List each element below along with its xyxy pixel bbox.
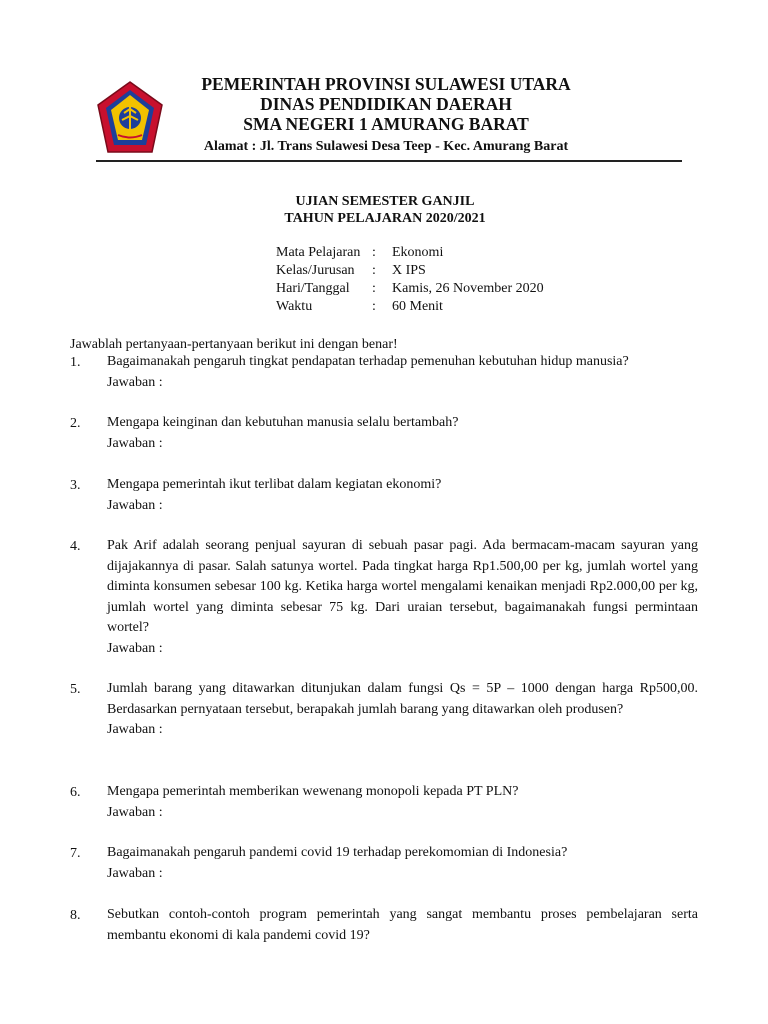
- answer-label: Jawaban :: [107, 722, 163, 737]
- info-separator: :: [372, 281, 376, 296]
- instruction-text: Jawablah pertanyaan-pertanyaan berikut ini dengan benar!: [70, 337, 398, 352]
- info-row-subject: [276, 244, 544, 262]
- question-item: [70, 905, 698, 946]
- provincial-emblem-logo: [96, 80, 164, 154]
- question-number: 7.: [70, 846, 81, 861]
- answer-label: Jawaban :: [107, 497, 163, 513]
- answer-label: Jawaban :: [107, 374, 163, 390]
- question-number: 6.: [70, 785, 81, 800]
- answer-label: Jawaban :: [107, 865, 163, 881]
- question-number: 2.: [70, 416, 81, 431]
- question-text: Bagaimanakah pengaruh pandemi covid 19 terhadap perekomomian di Indonesia?: [107, 845, 568, 860]
- academic-year: TAHUN PELAJARAN 2020/2021: [284, 211, 486, 226]
- info-value: X IPS: [392, 263, 426, 278]
- info-label: Mata Pelajaran: [276, 245, 361, 260]
- question-text: Bagaimanakah pengaruh tingkat pendapatan terhadap pemenuhan kebutuhan hidup manusia?: [107, 354, 629, 369]
- question-number: 3.: [70, 478, 81, 493]
- question-item: [70, 413, 698, 454]
- exam-name: UJIAN SEMESTER GANJIL: [295, 194, 475, 209]
- question-number: 4.: [70, 539, 81, 554]
- exam-title: [200, 193, 570, 227]
- info-row-time: [276, 298, 544, 316]
- question-item: [70, 536, 698, 659]
- info-value: Kamis, 26 November 2020: [392, 281, 544, 296]
- info-row-class: [276, 262, 544, 280]
- info-label: Kelas/Jurusan: [276, 263, 355, 278]
- info-label: Waktu: [276, 299, 313, 314]
- question-item: [70, 782, 698, 823]
- question-text: Jumlah barang yang ditawarkan ditunjukan dalam fungsi Qs = 5P – 1000 dengan harga Rp500,00. Berdasarkan pernyataan tersebut, berapakah jumlah barang yang ditawarkan oleh produsen?: [107, 681, 698, 717]
- answer-label: Jawaban :: [107, 804, 163, 820]
- agency-title: DINAS PENDIDIKAN DAERAH: [260, 94, 512, 114]
- question-text: Mengapa pemerintah memberikan wewenang monopoli kepada PT PLN?: [107, 784, 519, 799]
- info-separator: :: [372, 263, 376, 278]
- info-label: Hari/Tanggal: [276, 281, 350, 296]
- school-address: Alamat : Jl. Trans Sulawesi Desa Teep - Kec. Amurang Barat: [203, 139, 569, 154]
- answer-label: Jawaban :: [107, 640, 163, 656]
- question-number: 8.: [70, 908, 81, 923]
- question-text: Sebutkan contoh-contoh program pemerintah yang sangat membantu proses pembelajaran serta membantu ekonomi di kala pandemi covid 19?: [107, 907, 698, 943]
- school-name: SMA NEGERI 1 AMURANG BARAT: [243, 114, 529, 134]
- info-separator: :: [372, 245, 376, 260]
- question-item: [70, 679, 698, 740]
- question-number: 1.: [70, 355, 81, 370]
- question-number: 5.: [70, 682, 81, 697]
- letterhead-divider: [96, 160, 682, 162]
- answer-label: Jawaban :: [107, 435, 163, 451]
- info-value: Ekonomi: [392, 245, 444, 260]
- question-text: Mengapa keinginan dan kebutuhan manusia selalu bertambah?: [107, 415, 459, 430]
- question-item: [70, 475, 698, 516]
- info-separator: :: [372, 299, 376, 314]
- government-title: PEMERINTAH PROVINSI SULAWESI UTARA: [201, 74, 571, 94]
- exam-info-table: [276, 244, 544, 316]
- question-text: Mengapa pemerintah ikut terlibat dalam kegiatan ekonomi?: [107, 477, 442, 492]
- letterhead: [172, 74, 600, 157]
- question-text: Pak Arif adalah seorang penjual sayuran di sebuah pasar pagi. Ada bermacam-macam sayuran yang dijajakannya di pasar. Salah satunya wortel. Pada tingkat harga Rp1.500,00 per kg, jumlah wortel yang diminta konsumen sebesar 100 kg. Ketika harga wortel mengalami kenaikan menjadi Rp2.000,00 per kg, jumlah wortel yang diminta sebesar 75 kg. Dari uraian tersebut, bagaimanakah fungsi permintaan wortel?: [107, 538, 698, 635]
- info-row-date: [276, 280, 544, 298]
- question-item: [70, 843, 698, 884]
- info-value: 60 Menit: [392, 299, 443, 314]
- question-item: [70, 352, 698, 393]
